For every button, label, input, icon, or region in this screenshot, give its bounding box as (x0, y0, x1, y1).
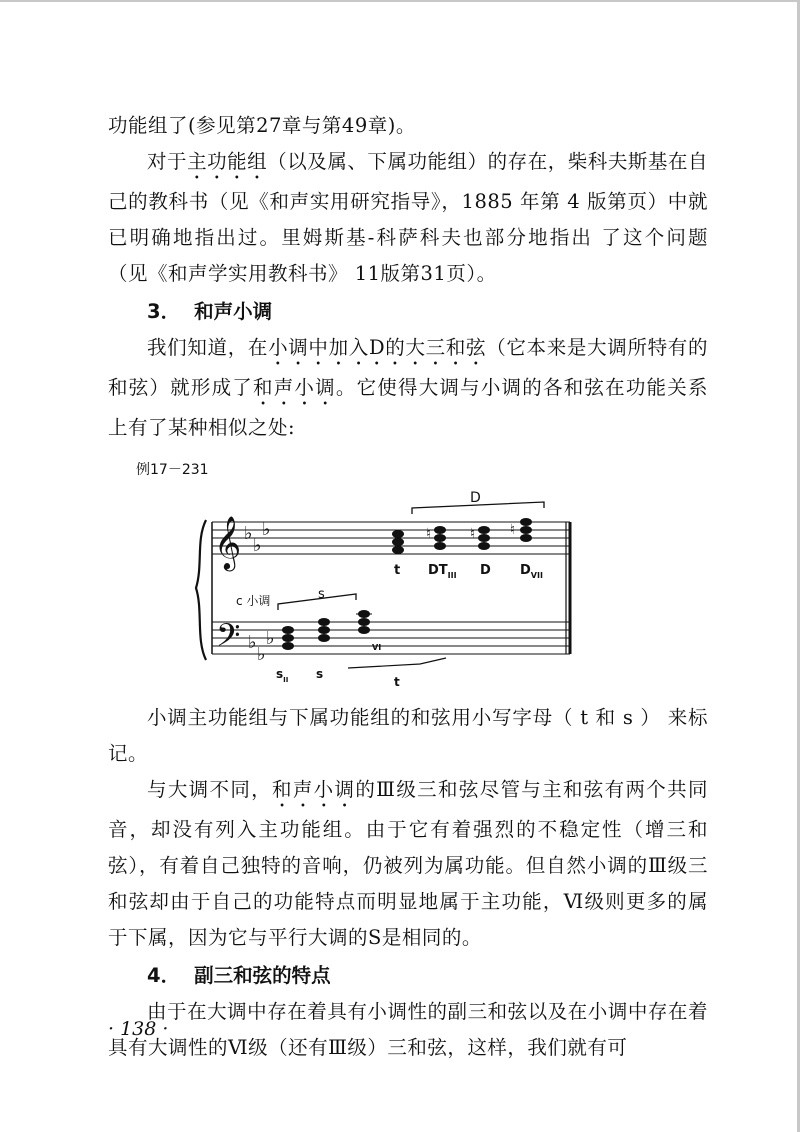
bracket-s (278, 594, 356, 610)
bass-chord-sii (282, 626, 294, 650)
bass-clef-icon: 𝄢 (216, 617, 241, 661)
paragraph-6: 由于在大调中存在着具有小调性的副三和弦以及在小调中存在着具有大调性的Ⅵ级（还有Ⅲ级）三和弦，这样，我们就有可 (108, 1000, 708, 1059)
bass-chord-s (318, 618, 330, 642)
emphasis-harmonic-minor: 和声小调 (253, 376, 336, 399)
section-4-number: 4． (147, 964, 181, 987)
grand-staff-brace (196, 520, 206, 660)
page-number: · 138 · (108, 1018, 169, 1040)
label-dvii (520, 563, 543, 580)
tie-line (348, 658, 446, 668)
svg-text:♮: ♮ (426, 526, 432, 542)
treble-chord-t (392, 530, 404, 554)
key-label: c 小调 (236, 594, 271, 608)
svg-text:♭: ♭ (248, 632, 257, 653)
emphasis-d-major-triad: 小调中加入D的大三和弦 (268, 336, 487, 359)
svg-text:♭: ♭ (244, 523, 253, 544)
section-3-heading (108, 294, 708, 330)
svg-text:♮: ♮ (470, 526, 476, 542)
paragraph-3-part-e: 。它使得大调与小调的各和弦在功能关系上有了某种相似之处: (108, 376, 708, 439)
paragraph-3 (108, 330, 708, 446)
label-d: D (480, 563, 491, 578)
svg-text:♭: ♭ (253, 535, 262, 556)
svg-text:♮: ♮ (510, 522, 516, 538)
bracket-s-label: s (318, 587, 325, 602)
section-4-heading (108, 958, 708, 994)
emphasis-main-function-group: 主功能组 (187, 150, 268, 173)
svg-text:♭: ♭ (266, 628, 275, 649)
label-dt-main: DT (428, 563, 448, 578)
paragraph-2-part-c: （以及属、下属功能组）的存在，柴科夫斯基在自己的教科书（见《和声实用研究指导》，1885 年第 4 版第页）中就已明确地指出过。里姆斯基-科萨科夫也部分地指出 了这个问题 （见《和声学实用教科书》 11版第31页）。 (108, 150, 708, 285)
label-sii (276, 667, 288, 684)
emphasis-harmonic-minor-2: 和声小调 (272, 778, 356, 801)
key-signature-bass (248, 628, 275, 665)
label-sii-main: s (276, 667, 284, 681)
svg-text:♭: ♭ (262, 519, 271, 540)
section-4-title: 副三和弦的特点 (194, 964, 331, 987)
label-dt (428, 563, 457, 580)
bracket-d-label: D (470, 490, 481, 506)
section-3-number: 3． (147, 300, 181, 323)
label-sii-sub: II (283, 676, 289, 684)
paragraph-2 (108, 144, 708, 292)
top-edge-rule (0, 0, 800, 2)
paragraph-2-part-a: 对于 (147, 150, 188, 173)
example-label: 例17－231 (136, 462, 209, 478)
label-dvii-sub: VII (530, 571, 543, 580)
treble-clef-icon: 𝄞 (214, 515, 242, 569)
key-signature-treble (244, 519, 271, 556)
label-vi: VI (372, 643, 382, 652)
label-t-treble: t (394, 563, 401, 578)
paragraph-3-part-a: 我们知道，在 (147, 336, 269, 359)
paragraph-5-part-c: 的Ⅲ级三和弦尽管与主和弦有两个共同音，却没有列入主功能组。由于它有着强烈的不稳定性（增三和弦），有着自己独特的音响，仍被列为属功能。但自然小调的Ⅲ级三和弦却由于自己的功能特点而明显地属于主功能，Ⅵ级则更多的属于下属，因为它与平行大调的S是相同的。 (108, 778, 708, 949)
label-t-bass: t (394, 675, 400, 689)
music-example-score (108, 490, 708, 690)
paragraph-5-part-a: 与大调不同， (147, 778, 272, 801)
label-dvii-main: D (520, 563, 531, 578)
paragraph-5 (108, 772, 708, 956)
page-body (108, 108, 708, 1066)
label-s: s (316, 667, 324, 681)
bass-chord-vi (356, 610, 372, 634)
label-dt-sub: III (447, 571, 457, 580)
paragraph-1: 功能组了(参见第27章与第49章)。 (108, 114, 416, 137)
section-3-title: 和声小调 (194, 300, 273, 323)
paragraph-4: 小调主功能组与下属功能组的和弦用小写字母（ t 和 s ） 来标记。 (108, 706, 708, 765)
svg-text:♭: ♭ (257, 644, 266, 665)
paragraph-3-part-c: （它本来是大调所特有的和弦）就形成了 (108, 336, 708, 399)
